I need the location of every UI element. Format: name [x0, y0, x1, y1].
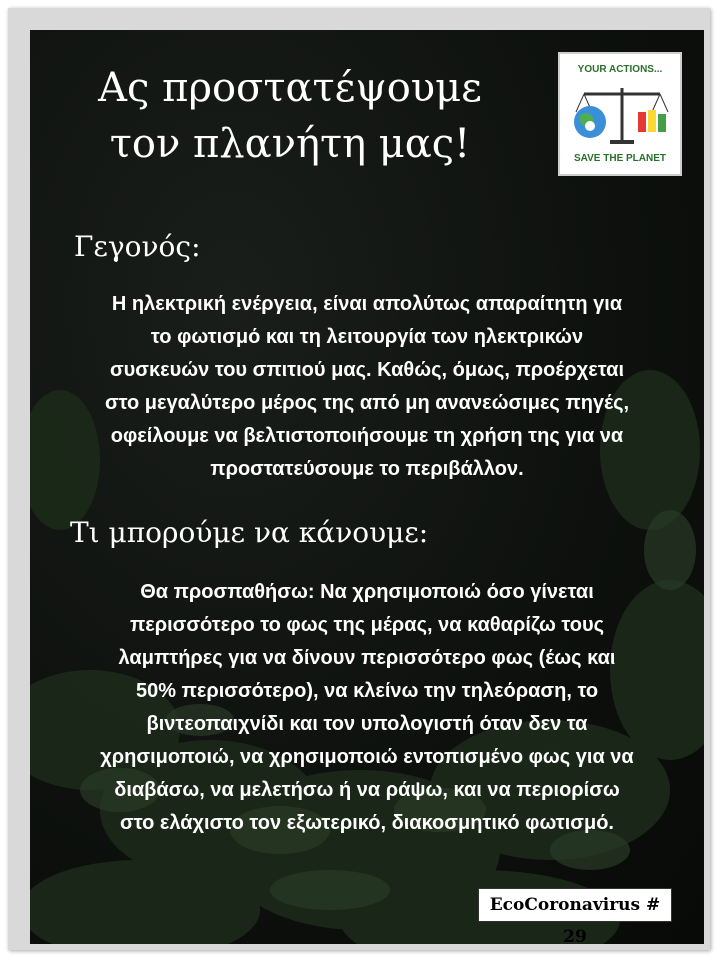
poster: [30, 30, 704, 944]
issue-badge: EcoCoronavirus # 29: [478, 888, 672, 922]
logo-bottom-text: SAVE THE PLANET: [573, 153, 667, 164]
fact-heading: Γεγονός:: [74, 230, 201, 263]
fact-line: προστατεύσουμε το περιβάλλον.: [210, 458, 524, 480]
fact-line: οφείλουμε να βελτιστοποιήσουμε τη χρήση της για να: [110, 425, 624, 447]
title-line-1: Ας προστατέψουμε: [98, 65, 482, 111]
action-line: στο ελάχιστο τον εξωτερικό, διακοσμητικό φωτισμό.: [120, 812, 614, 834]
action-line: 50% περισσότερο), να κλείνω την τηλεόραση, το: [135, 680, 599, 702]
poster-frame: [8, 8, 710, 950]
action-line: λαμπτήρες για να δίνουν περισσότερο φως (έως και: [118, 647, 616, 669]
title-line-2: τον πλανήτη μας!: [109, 121, 471, 167]
action-line: περισσότερο το φως της μέρας, να καθαρίζω τους: [129, 614, 605, 636]
page-title: [50, 60, 530, 172]
scale-globe-icon: [570, 82, 674, 146]
fact-line: στο μεγαλύτερο μέρος της από μη ανανεώσιμες πηγές,: [104, 392, 630, 414]
fact-paragraph: [54, 288, 680, 486]
action-line: διαβάσω, να μελετήσω ή να ράψω, και να περιορίσω: [114, 779, 620, 801]
fact-line: συσκευών του σπιτιού μας. Καθώς, όμως, προέρχεται: [109, 359, 625, 381]
action-paragraph: [54, 576, 680, 840]
logo-top-text: YOUR ACTIONS...: [577, 64, 663, 75]
action-heading: Τι μπορούμε να κάνουμε:: [70, 516, 429, 549]
action-line: χρησιμοποιώ, να χρησιμοποιώ εντοπισμένο φως για να: [100, 746, 634, 768]
fact-line: Η ηλεκτρική ενέργεια, είναι απολύτως απαραίτητη για: [111, 293, 623, 315]
action-line: βιντεοπαιχνίδι και τον υπολογιστή όταν δεν τα: [146, 713, 588, 735]
save-the-planet-logo: [558, 52, 682, 176]
fact-line: το φωτισμό και τη λειτουργία των ηλεκτρικών: [150, 326, 584, 348]
action-line: Θα προσπαθήσω: Να χρησιμοποιώ όσο γίνεται: [140, 581, 594, 603]
